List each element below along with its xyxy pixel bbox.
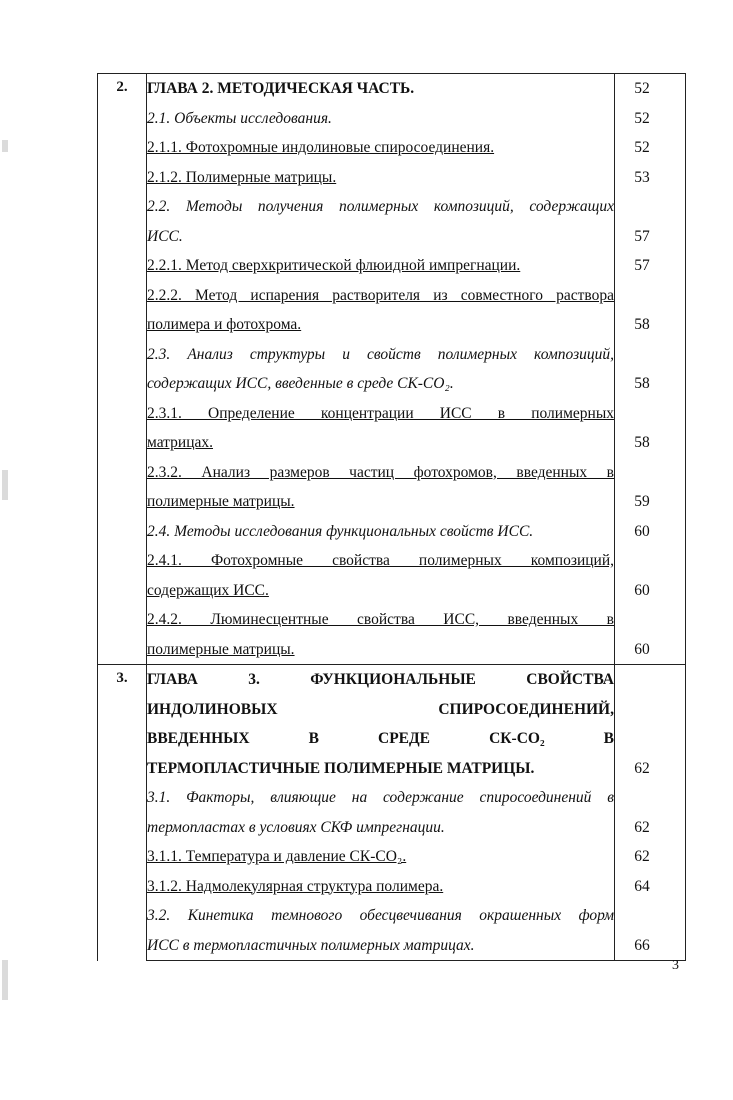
toc-entry-line: ИНДОЛИНОВЫХ СПИРОСОЕДИНЕНИЙ,: [147, 700, 614, 718]
page-ref: 58: [634, 316, 650, 333]
page-ref: [615, 192, 685, 222]
toc-row: [98, 74, 686, 104]
toc-entry-line: полимерные матрицы.: [147, 493, 295, 510]
toc-entry-line: термопластах в условиях СКФ импрегнации.: [147, 818, 445, 836]
toc-entry-page: [615, 872, 686, 902]
toc-entry-line: ИСС.: [147, 227, 183, 245]
toc-row: [98, 872, 686, 902]
toc-row: [98, 901, 686, 961]
toc-row: [98, 517, 686, 547]
toc-entry-title: [147, 163, 615, 193]
page-ref: 59: [634, 493, 650, 510]
toc-entry-line: 2.2.2. Метод испарения растворителя из совместного раствора: [147, 286, 614, 304]
toc-row: [98, 665, 686, 784]
page-ref: [615, 340, 685, 370]
toc-entry-line: 2.1.2. Полимерные матрицы.: [147, 168, 337, 186]
toc-entry-page: [615, 399, 686, 458]
toc-entry-page: [615, 901, 686, 961]
toc-entry-line: ИСС в термопластичных полимерных матрицах.: [147, 936, 475, 954]
scan-margin-mark: [2, 140, 8, 152]
toc-entry-page: [615, 192, 686, 251]
page-ref: 57: [634, 257, 650, 274]
toc-entry-title: [147, 901, 615, 961]
toc-entry-line: 2.3. Анализ структуры и свойств полимерных композиций,: [147, 345, 614, 363]
toc-entry-line: 2.2. Методы получения полимерных композиций, содержащих: [147, 198, 614, 215]
toc-entry-page: [615, 517, 686, 547]
section-number: 2.: [98, 74, 147, 665]
toc-entry-title: [147, 192, 615, 251]
toc-entry-page: [615, 251, 686, 281]
page-ref: [615, 901, 685, 931]
toc-body: [98, 74, 686, 961]
toc-row: [98, 340, 686, 399]
toc-entry-page: [615, 133, 686, 163]
toc-entry-title: [147, 517, 615, 547]
page-ref: 58: [634, 434, 650, 451]
toc-entry-title: [147, 665, 615, 784]
toc-entry-line: 2.4. Методы исследования функциональных свойств ИСС.: [147, 522, 534, 540]
toc-entry-line: 3.1.1. Температура и давление СК-СО₂.: [147, 848, 407, 865]
toc-entry-line: 2.3.2. Анализ размеров частиц фотохромов, введенных в: [147, 463, 614, 481]
page-ref: 52: [634, 109, 650, 127]
toc-entry-line: 2.2.1. Метод сверхкритической флюидной импрегнации.: [147, 257, 521, 274]
toc-row: [98, 281, 686, 340]
toc-entry-line: полимерные матрицы.: [147, 640, 295, 658]
toc-entry-line: ВВЕДЕННЫХ В СРЕДЕ СК-СО₂ В: [147, 730, 614, 747]
toc-entry-page: [615, 783, 686, 842]
toc-entry-title: [147, 133, 615, 163]
page-ref: [615, 695, 685, 725]
toc-entry-line: 2.1.1. Фотохромные индолиновые спиросоединения.: [147, 139, 495, 156]
toc-entry-line: ГЛАВА 3. ФУНКЦИОНАЛЬНЫЕ СВОЙСТВА: [147, 671, 614, 688]
toc-row: [98, 546, 686, 605]
page-ref: 62: [634, 818, 650, 836]
page-ref: [615, 605, 685, 635]
toc-entry-title: [147, 783, 615, 842]
toc-entry-line: 2.4.1. Фотохромные свойства полимерных композиций,: [147, 552, 614, 569]
toc-entry-title: [147, 872, 615, 902]
page-ref: [615, 458, 685, 488]
toc-row: [98, 192, 686, 251]
page-ref: 60: [634, 522, 650, 540]
page-ref: 60: [634, 581, 650, 599]
page-ref: [615, 724, 685, 754]
toc-row: [98, 458, 686, 517]
toc-entry-page: [615, 163, 686, 193]
page-ref: 62: [634, 848, 650, 865]
toc-entry-page: [615, 546, 686, 605]
toc-row: [98, 783, 686, 842]
toc-row: [98, 399, 686, 458]
scan-margin-mark: [2, 470, 8, 500]
toc-row: [98, 163, 686, 193]
page-ref: 60: [634, 640, 650, 658]
page-ref: 52: [634, 80, 650, 97]
toc-entry-page: [615, 281, 686, 340]
toc-entry-title: [147, 281, 615, 340]
page-ref: 64: [634, 877, 650, 895]
toc-entry-line: 2.1. Объекты исследования.: [147, 109, 332, 127]
toc-row: [98, 842, 686, 872]
toc-entry-line: 2.3.1. Определение концентрации ИСС в полимерных: [147, 404, 614, 422]
toc-entry-title: [147, 251, 615, 281]
toc-entry-page: [615, 665, 686, 784]
page-ref: [615, 546, 685, 576]
page-ref: 53: [634, 168, 650, 186]
page-number: 3: [672, 958, 679, 973]
page-ref: [615, 281, 685, 311]
toc-entry-title: [147, 458, 615, 517]
page-ref: 58: [634, 375, 650, 392]
toc-entry-line: матрицах.: [147, 434, 213, 451]
page-ref: 57: [634, 227, 650, 245]
toc-entry-title: [147, 340, 615, 399]
toc-entry-title: [147, 104, 615, 134]
page-ref: 62: [634, 759, 650, 777]
page-ref: [615, 665, 685, 695]
page-ref: 66: [634, 936, 650, 954]
toc-row: [98, 605, 686, 665]
toc-entry-line: 3.1. Факторы, влияющие на содержание спиросоединений в: [147, 789, 614, 806]
toc-entry-line: ТЕРМОПЛАСТИЧНЫЕ ПОЛИМЕРНЫЕ МАТРИЦЫ.: [147, 759, 535, 777]
toc-entry-page: [615, 605, 686, 665]
toc-entry-line: полимера и фотохрома.: [147, 316, 302, 333]
scan-margin-mark: [2, 960, 8, 1000]
page-ref: [615, 783, 685, 813]
toc-entry-title: [147, 842, 615, 872]
toc-entry-page: [615, 842, 686, 872]
toc-entry-line: 3.1.2. Надмолекулярная структура полимера.: [147, 877, 444, 895]
toc-entry-line: содержащих ИСС, введенные в среде СК-СО₂.: [147, 375, 454, 392]
toc-entry-line: 3.2. Кинетика темнового обесцвечивания окрашенных форм: [147, 907, 614, 924]
toc-entry-line: 2.4.2. Люминесцентные свойства ИСС, введенных в: [147, 611, 614, 628]
toc-row: [98, 251, 686, 281]
toc-entry-page: [615, 74, 686, 104]
toc-entry-page: [615, 104, 686, 134]
page-ref: 52: [634, 139, 650, 156]
section-number: 3.: [98, 665, 147, 961]
toc-entry-line: ГЛАВА 2. МЕТОДИЧЕСКАЯ ЧАСТЬ.: [147, 80, 415, 97]
toc-entry-line: содержащих ИСС.: [147, 581, 269, 599]
toc-entry-title: [147, 74, 615, 104]
toc-row: [98, 133, 686, 163]
toc-entry-title: [147, 399, 615, 458]
page-ref: [615, 399, 685, 429]
toc-entry-title: [147, 546, 615, 605]
toc-entry-page: [615, 340, 686, 399]
table-of-contents: [97, 73, 686, 961]
toc-entry-title: [147, 605, 615, 665]
toc-entry-page: [615, 458, 686, 517]
toc-row: [98, 104, 686, 134]
